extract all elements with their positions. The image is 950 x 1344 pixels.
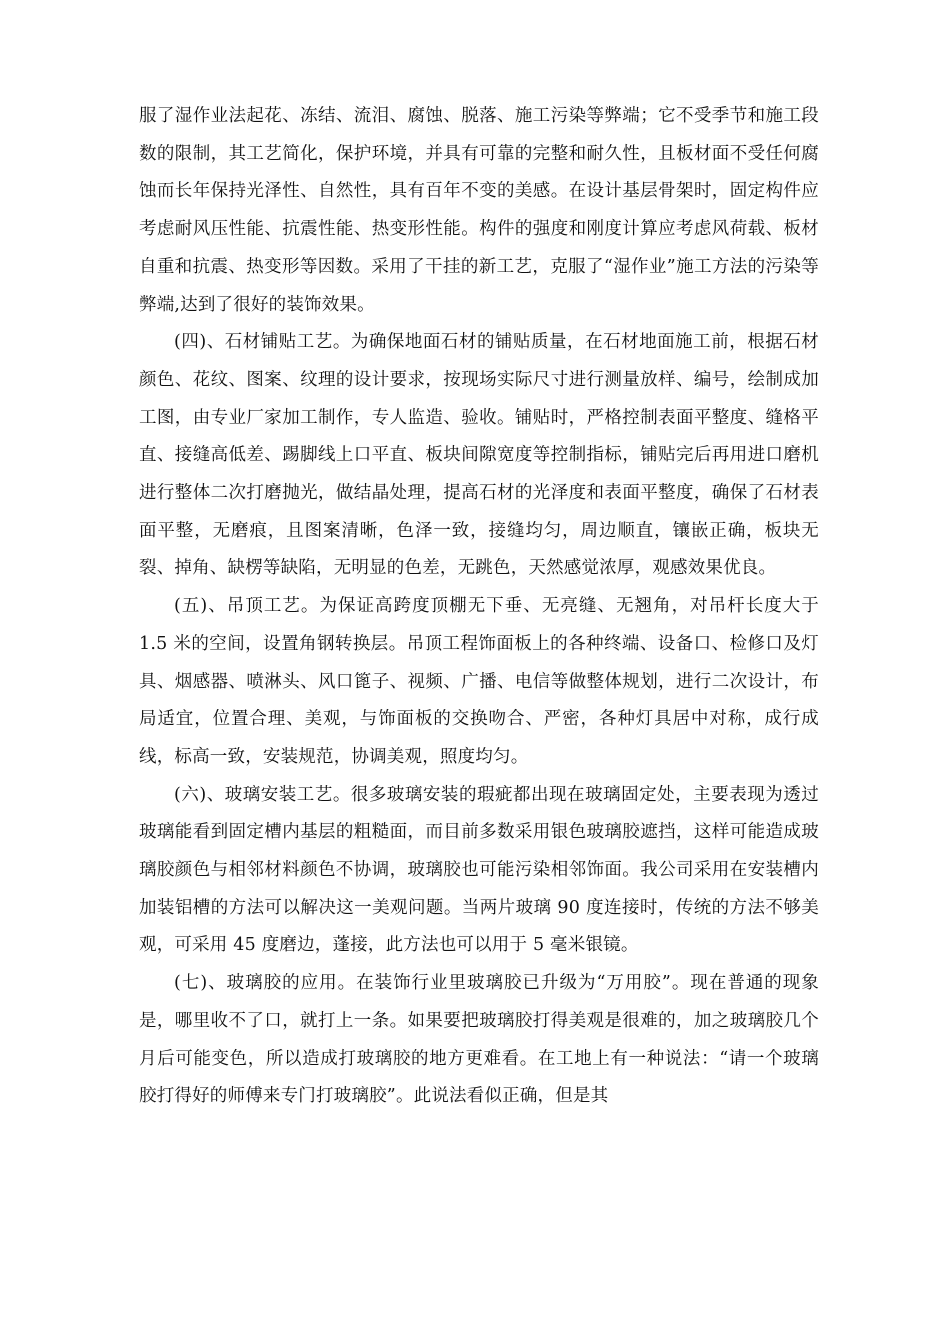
document-body	[139, 98, 819, 1116]
paragraph-ceiling: (五)、吊顶工艺。为保证高跨度顶棚无下垂、无亮缝、无翘角，对吊杆长度大于 1.5 米的空间，设置角钢转换层。吊顶工程饰面板上的各种终端、设备口、检修口及灯具、烟感器、喷淋头、风口篦子、视频、广播、电信等做整体规划，进行二次设计，布局适宜，位置合理、美观，与饰面板的交换吻合、严密，各种灯具居中对称，成行成线，标高一致，安装规范，协调美观，照度均匀。	[139, 596, 819, 767]
paragraph-glass-installation: (六)、玻璃安装工艺。很多玻璃安装的瑕疵都出现在玻璃固定处，主要表现为透过玻璃能看到固定槽内基层的粗糙面，而目前多数采用银色玻璃胶遮挡，这样可能造成玻璃胶颜色与相邻材料颜色不协调，玻璃胶也可能污染相邻饰面。我公司采用在安装槽内加装铝槽的方法可以解决这一美观问题。当两片玻璃 90 度连接时，传统的方法不够美观，可采用 45 度磨边，蓬接，此方法也可以用于 5 毫米银镜。	[139, 784, 819, 956]
paragraph-continuation: 服了湿作业法起花、冻结、流泪、腐蚀、脱落、施工污染等弊端；它不受季节和施工段数的限制，其工艺简化，保护环境，并具有可靠的完整和耐久性，且板材面不受任何腐蚀而长年保持光泽性、自然性，具有百年不变的美感。在设计基层骨架时，固定构件应考虑耐风压性能、抗震性能、热变形性能。构件的强度和刚度计算应考虑风荷载、板材自重和抗震、热变形等因数。采用了干挂的新工艺，克服了“湿作业”施工方法的污染等弊端,达到了很好的装饰效果。	[139, 106, 819, 315]
paragraph-glass-glue: (七)、玻璃胶的应用。在装饰行业里玻璃胶已升级为“万用胶”。现在普通的现象是，哪里收不了口，就打上一条。如果要把玻璃胶打得美观是很难的，加之玻璃胶几个月后可能变色，所以造成打玻璃胶的地方更难看。在工地上有一种说法：“请一个玻璃胶打得好的师傅来专门打玻璃胶”。此说法看似正确，但是其	[139, 973, 819, 1107]
paragraph-stone-paving: (四)、石材铺贴工艺。为确保地面石材的铺贴质量，在石材地面施工前，根据石材颜色、花纹、图案、纹理的设计要求，按现场实际尺寸进行测量放样、编号，绘制成加工图，由专业厂家加工制作，专人监造、验收。铺贴时，严格控制表面平整度、缝格平直、接缝高低差、踢脚线上口平直、板块间隙宽度等控制指标，铺贴完后再用进口磨机进行整体二次打磨抛光，做结晶处理，提高石材的光泽度和表面平整度，确保了石材表面平整，无磨痕，且图案清晰，色泽一致，接缝均匀，周边顺直，镶嵌正确，板块无裂、掉角、缺楞等缺陷，无明显的色差，无跳色，天然感觉浓厚，观感效果优良。	[139, 332, 819, 579]
